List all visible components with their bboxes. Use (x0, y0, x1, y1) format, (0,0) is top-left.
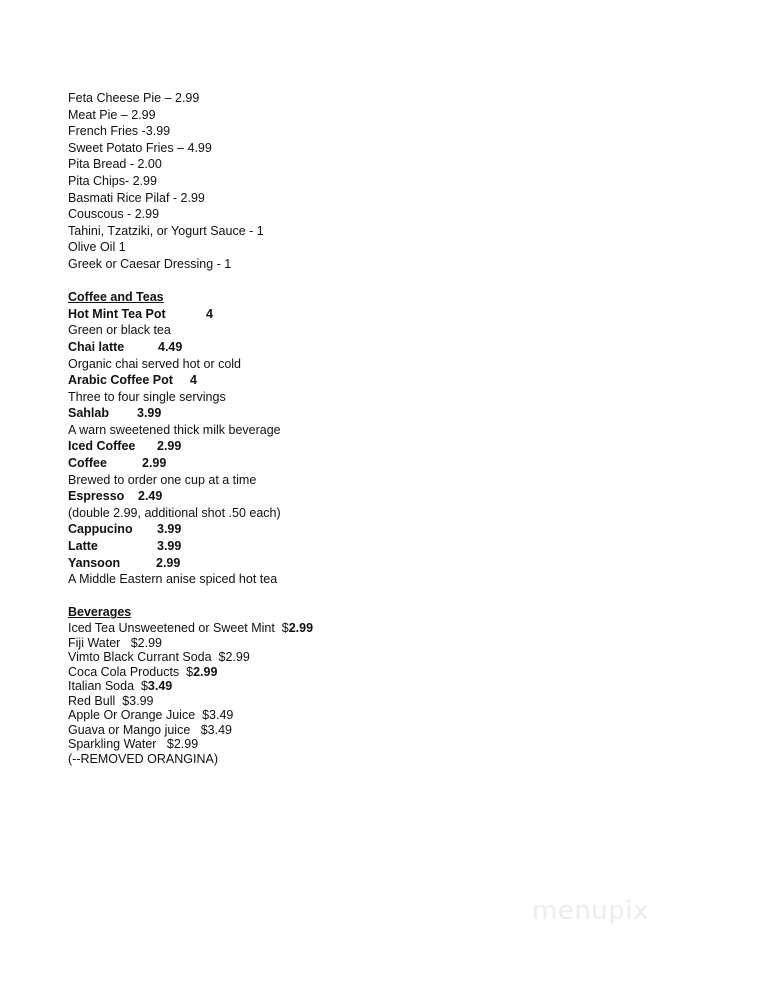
item-name: Coffee (68, 456, 107, 471)
list-item: Olive Oil 1 (68, 240, 126, 255)
item-text: Vimto Black Currant Soda $2.99 (68, 650, 250, 664)
menu-item (68, 339, 708, 356)
item-description: A warn sweetened thick milk beverage (68, 422, 281, 437)
list-item: Sweet Potato Fries – 4.99 (68, 140, 212, 155)
list-item (68, 737, 708, 752)
list-item: Meat Pie – 2.99 (68, 107, 156, 122)
list-item: Pita Chips- 2.99 (68, 173, 157, 188)
item-name: Iced Coffee (68, 439, 136, 454)
list-item (68, 694, 708, 709)
item-description: Organic chai served hot or cold (68, 356, 242, 371)
item-price: 4 (206, 306, 213, 321)
list-item (68, 621, 708, 636)
item-text: Fiji Water $2.99 (68, 635, 163, 650)
item-name: Yansoon (68, 555, 121, 570)
menu-item (68, 555, 708, 572)
list-item: Basmati Rice Pilaf - 2.99 (68, 190, 205, 205)
menu-item (68, 488, 708, 505)
item-description: Three to four single servings (68, 389, 226, 404)
item-text: Iced Tea Unsweetened or Sweet Mint $ (68, 621, 289, 635)
item-description: A Middle Eastern anise spiced hot tea (68, 572, 278, 587)
item-text: Apple Or Orange Juice $3.49 (68, 708, 234, 722)
item-name: Cappucino (68, 522, 133, 537)
list-item: Greek or Caesar Dressing - 1 (68, 256, 232, 271)
item-name: Arabic Coffee Pot (68, 373, 173, 388)
item-price: 4.49 (158, 339, 183, 354)
item-price: 2.99 (142, 456, 167, 471)
item-name: Chai latte (68, 339, 125, 354)
item-text: Italian Soda $ (68, 679, 148, 693)
item-name: Hot Mint Tea Pot (68, 306, 166, 321)
list-item: French Fries -3.99 (68, 124, 171, 139)
menu-item (68, 306, 708, 323)
item-price: 4 (190, 373, 197, 388)
coffee-section (68, 289, 708, 588)
menu-page (68, 90, 708, 766)
watermark-logo: menupix (532, 896, 649, 926)
item-name: Latte (68, 539, 98, 554)
list-item: Couscous - 2.99 (68, 207, 160, 222)
list-item (68, 636, 708, 651)
list-item: Feta Cheese Pie – 2.99 (68, 91, 200, 105)
item-name: Sahlab (68, 406, 109, 421)
item-text: Guava or Mango juice $3.49 (68, 722, 232, 737)
list-item (68, 665, 708, 680)
menu-item (68, 538, 708, 555)
sides-list (68, 90, 708, 273)
item-name: Espresso (68, 489, 125, 504)
item-text: Sparkling Water $2.99 (68, 737, 199, 751)
item-description: Brewed to order one cup at a time (68, 472, 257, 487)
menu-item (68, 405, 708, 422)
list-item (68, 679, 708, 694)
list-item: Tahini, Tzatziki, or Yogurt Sauce - 1 (68, 223, 264, 238)
beverages-section (68, 604, 708, 766)
item-text: Coca Cola Products $ (68, 664, 194, 679)
list-item (68, 650, 708, 665)
list-item: Pita Bread - 2.00 (68, 157, 162, 172)
list-item (68, 723, 708, 738)
item-price: 2.99 (156, 555, 181, 570)
menu-item (68, 438, 708, 455)
list-item (68, 752, 708, 767)
item-price: 2.99 (288, 621, 314, 635)
item-description: Green or black tea (68, 323, 171, 338)
item-price: 3.99 (157, 522, 182, 537)
menu-item (68, 372, 708, 389)
item-text: (--REMOVED ORANGINA) (68, 751, 218, 766)
item-text: Red Bull $3.99 (68, 693, 154, 708)
section-heading: Coffee and Teas (68, 290, 164, 305)
list-item (68, 708, 708, 723)
item-price: 2.99 (193, 664, 218, 679)
section-heading: Beverages (68, 605, 132, 620)
menu-item (68, 521, 708, 538)
item-description: (double 2.99, additional shot .50 each) (68, 505, 281, 520)
item-price: 2.49 (138, 489, 163, 504)
item-price: 3.99 (157, 539, 182, 554)
menu-item (68, 455, 708, 472)
item-price: 2.99 (157, 439, 182, 454)
item-price: 3.99 (137, 406, 162, 421)
item-price: 3.49 (147, 679, 173, 693)
